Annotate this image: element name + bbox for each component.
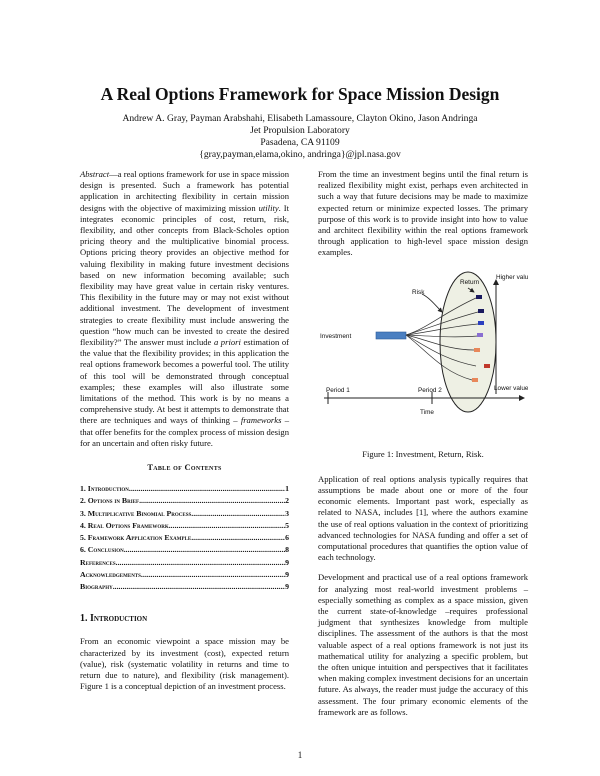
toc-entry[interactable]: Biography ..... 9 <box>80 581 289 593</box>
label-higher-value: Higher valu <box>496 273 528 281</box>
left-column <box>80 169 289 701</box>
toc-heading: Table of Contents <box>147 463 222 473</box>
abstract-text-3: estimation of the value that the flexibility provides; in this application the real options framework becomes a powerful tool. The utility of this tool will be demonstrated through conceptual examples; these examples will also illustrate some limitations of the method. This work is by no means a comprehensive study. At best it attempts to demonstrate that there are techniques and ways of thinking – <box>80 337 289 426</box>
abstract-text-1: —a real options framework for use in space mission design is presented. Such a framework has potential application in architecting flexibility in certain mission designs with the objective of maximizing mission <box>80 169 289 213</box>
figure-1 <box>318 268 528 440</box>
abstract-utility: utility <box>258 202 279 213</box>
label-risk: Risk <box>412 288 425 296</box>
label-return: Return <box>460 278 480 286</box>
author-location: Pasadena, CA 91109 <box>260 137 340 148</box>
figure-1-diagram <box>318 268 528 440</box>
author-affiliation: Jet Propulsion Laboratory <box>250 125 350 136</box>
abstract-apriori: a priori <box>213 337 241 348</box>
author-names: Andrew A. Gray, Payman Arabshahi, Elisabeth Lamassoure, Clayton Okino, Jason Andringa <box>122 113 478 124</box>
abstract-label: Abstract <box>80 169 110 179</box>
label-period1: Period 1 <box>326 386 350 394</box>
outcome-box-4 <box>477 333 483 337</box>
author-email: {gray,payman,elama,okino, andringa}@jpl.nasa.gov <box>199 149 401 160</box>
toc-entry[interactable]: References ..... 9 <box>80 557 289 569</box>
label-time: Time <box>420 408 434 416</box>
label-investment: Investment <box>320 332 352 340</box>
abstract <box>80 169 289 449</box>
right-para-1: From the time an investment begins until the final return is realized flexibility might exist, perhaps even architected in such a way that future decisions may be made to maximize expected return or minimize expected losses. The primary purpose of this work is to provide insight into how to value and architect flexibility within the real options framework through application to high-level space mission design examples. <box>318 169 528 258</box>
right-column <box>318 169 528 727</box>
outcome-box-2 <box>478 309 484 313</box>
toc-entry[interactable]: Acknowledgements ..... 9 <box>80 569 289 581</box>
paper-title: A Real Options Framework for Space Mission Design <box>100 84 500 104</box>
abstract-frameworks: frameworks <box>240 415 282 426</box>
toc-list <box>80 483 289 593</box>
risk-arrow <box>422 294 442 312</box>
outcome-box-7 <box>472 378 478 382</box>
outcome-box-5 <box>474 348 480 352</box>
outcome-box-6 <box>484 364 490 368</box>
toc-entry[interactable]: 4. Real Options Framework ..... 5 <box>80 520 289 532</box>
toc-entry[interactable]: 1. Introduction ..... 1 <box>80 483 289 495</box>
right-para-2: Application of real options analysis typically requires that assumptions be made about one or more of the four economic elements. Important past work, especially as related to NASA, includes [1], where the authors examine the use of real options valuation in the context of prioritizing advanced technologies for NASA funding and offer a set of computational procedures that quantifies the option value of each technology. <box>318 473 528 563</box>
investment-bar <box>376 332 406 339</box>
right-para-3: Development and practical use of a real options framework for analyzing most real-world investment problems – especially something as complex as a space mission, given the current state-of-knowledge –requires professional judgment that synthesizes knowledge from multiple disciplines. The assessment of the authors is that the most valuable aspect of a real options framework is not just its mathematical utility for analyzing a specific problem, but the often unique intuition and perspectives that it facilitates when making complex investment decisions for an uncertain future. As always, the reader must judge the accuracy of this assessment. The four primary economic elements of the framework are as follows. <box>318 572 528 717</box>
figure-1-caption: Figure 1: Investment, Return, Risk. <box>362 448 484 459</box>
toc-entry[interactable]: 2. Options in Brief ..... 2 <box>80 495 289 507</box>
abstract-text-4: – that offer benefits for the complex process of mission design for an uncertain and often risky future. <box>80 415 289 448</box>
label-lower-value: Lower value <box>494 384 528 392</box>
toc-entry[interactable]: 5. Framework Application Example ..... 6 <box>80 532 289 544</box>
toc-entry[interactable]: 3. Multiplicative Binomial Process ..... 3 <box>80 508 289 520</box>
outcome-ellipse <box>440 272 496 412</box>
toc-entry[interactable]: 6. Conclusion ..... 8 <box>80 544 289 556</box>
abstract-text-2: . It integrates economic principles of cost, return, risk, flexibility, and other concepts from Black-Scholes option pricing theory and the multiplicative binomial process. Options pricing theory provides an objective method for valuing flexibility in making future investment decisions based on new information becoming available; such flexibility may have great value in certain risky ventures. This flexibility in the future may or may not exist without additional investment. The development of investment strategies to create flexibility must include answering the question “how much can be invested to create the desired flexibility?” The answer must include <box>80 202 290 348</box>
author-block <box>0 113 600 161</box>
intro-text: From an economic viewpoint a space mission may be characterized by its investment (cost), expected return (value), risk (systematic volatility in returns and time to return due to nature), and flexibility (risk management). Figure 1 is a conceptual depiction of an investment process. <box>80 636 289 692</box>
outcome-box-1 <box>476 295 482 299</box>
label-period2: Period 2 <box>418 386 442 394</box>
intro-heading: 1. Introduction <box>80 613 148 625</box>
page-number: 1 <box>297 750 303 760</box>
outcome-box-3 <box>478 321 484 325</box>
